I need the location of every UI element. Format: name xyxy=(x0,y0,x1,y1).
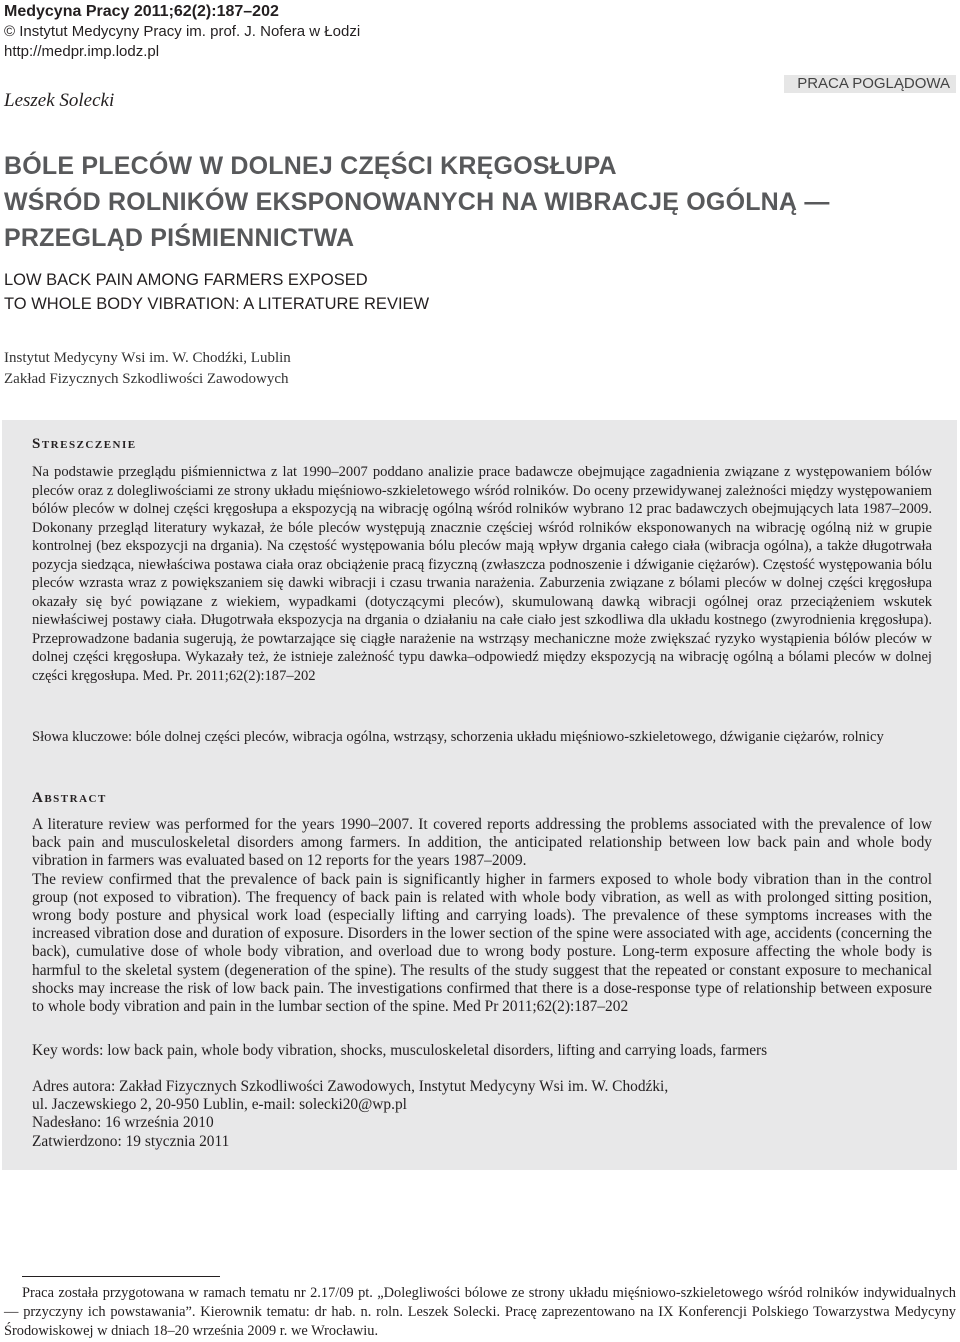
abstract-paragraph: A literature review was performed for the years 1990–2007. It covered reports addressing the problems associated with the prevalence of low back pain and musculoskeletal disorders among farmers. In addition, the anticipated relationship between low back pain and whole body vibration in farmers was evaluated based on 12 reports for the years 1987–2009. xyxy=(32,816,932,870)
streszczenie-text: Na podstawie przeglądu piśmiennictwa z lat 1990–2007 poddano analizie prace badawcze obejmujące zagadnienia związane z występowaniem bólów pleców oraz z dolegliwościami ze strony układu mięśniowo-szkieletowego wśród rolników. Do oceny przewidywanej zależności między występowaniem bólów pleców w dolnej części kręgosłupa a ekspozycją na wibrację ogólną wśród rolników wybrano 12 prac badawczych obejmujących lata 1987–2009. Dokonany przegląd literatury wykazał, że bóle pleców występują znacznie częściej wśród rolników eksponowanych na wibrację ogólną niż w grupie kontrolnej (bez ekspozycji na drgania). Na częstość występowania bólu pleców mają wpływ drgania całego ciała (wibracja ogólna), a także długotrwała pozycja siedząca, niewłaściwa postawa ciała oraz obciążenie pracą fizyczną (zwłaszcza podnoszenie i dźwiganie ciężarów). Częstość występowania bólu pleców wzrasta wraz z powiększaniem się dawki wibracji i czasu trwania narażenia. Zaburzenia związane z bólami pleców w dolnej części kręgosłupa okazały się być powiązane z wiekiem, wypadkami (dotyczącymi pleców), skumulowaną dawką wibracji ogólnej oraz przeciążeniem wskutek niewłaściwej postawy ciała. Długotrwała ekspozycja na drgania o działaniu na całe ciało jest szkodliwa dla układu kostnego (zwyrodnienia kręgosłupa). Przeprowadzone badania sugerują, że powtarzające się ciągłe narażenie na wstrząsy mechaniczne może zwiększać ryzyko wystąpienia bólów pleców w dolnej części kręgosłupa. Wykazały też, że istnieje zależność typu dawka–odpowiedź między ekspozycją na wibrację ogólną a bólami pleców w dolnej części kręgosłupa. Med. Pr. 2011;62(2):187–202 xyxy=(32,464,932,684)
title-polish-line: WŚRÓD ROLNIKÓW EKSPONOWANYCH NA WIBRACJĘ OGÓLNĄ — xyxy=(4,188,830,216)
journal-url[interactable]: http://medpr.imp.lodz.pl xyxy=(4,43,160,60)
abstract-heading: Abstract xyxy=(32,790,107,806)
journal-title: Medycyna Pracy 2011;62(2):187–202 xyxy=(4,3,279,20)
keywords-english: Key words: low back pain, whole body vibration, shocks, musculoskeletal disorders, lifting and carrying loads, farmers xyxy=(32,1042,768,1059)
title-english-line: TO WHOLE BODY VIBRATION: A LITERATURE REVIEW xyxy=(4,295,430,313)
title-polish-line: PRZEGLĄD PIŚMIENNICTWA xyxy=(4,224,355,252)
author-name: Leszek Solecki xyxy=(4,90,115,111)
title-english-line: LOW BACK PAIN AMONG FARMERS EXPOSED xyxy=(4,271,368,289)
article-type-badge: PRACA POGLĄDOWA xyxy=(784,75,956,93)
title-polish xyxy=(4,148,830,256)
affiliation-department: Zakład Fizycznych Szkodliwości Zawodowych xyxy=(4,371,289,387)
title-english xyxy=(4,268,429,316)
abstract-box xyxy=(2,420,957,1170)
footnote: Praca została przygotowana w ramach tematu nr 2.17/09 pt. „Dolegliwości bólowe ze strony układu mięśniowo-szkieletowego wśród rolników indywidualnych — przyczyny ich powstawania”. Kierownik tematu: dr hab. n. roln. Leszek Solecki. Pracę zaprezentowano na IX Konferencji Polskiego Towarzystwa Medycyny Środowiskowej w dniach 18–20 września 2009 r. we Wrocławiu. xyxy=(4,1285,956,1339)
streszczenie-heading: Streszczenie xyxy=(32,436,137,452)
received-date: Nadesłano: 16 września 2010 xyxy=(32,1114,214,1132)
keywords-polish: Słowa kluczowe: bóle dolnej części pleców, wibracja ogólna, wstrząsy, schorzenia układu mięśniowo-szkieletowego, dźwiganie ciężarów, rolnicy xyxy=(32,729,884,745)
author-address-street: ul. Jaczewskiego 2, 20-950 Lublin, e-mail: solecki20@wp.pl xyxy=(32,1096,407,1114)
title-polish-line: BÓLE PLECÓW W DOLNEJ CZĘŚCI KRĘGOSŁUPA xyxy=(4,152,617,180)
abstract-text xyxy=(32,816,932,1016)
accepted-date: Zatwierdzono: 19 stycznia 2011 xyxy=(32,1132,230,1150)
affiliation-institute: Instytut Medycyny Wsi im. W. Chodźki, Lublin xyxy=(4,350,291,366)
abstract-paragraph: The review confirmed that the prevalence of back pain is significantly higher in farmers exposed to whole body vibration than in the control group (not exposed to vibration). The frequency of back pain is related with whole body vibration, as well as with prolonged sitting position, wrong body posture and physical work load (especially lifting and carrying loads). The prevalence of these symptoms increases with the increased vibration dose and duration of exposure. Disorders in the lower section of the spine were associated with age, accidents (concerning the back), cumulative dose of whole body vibration, and overload due to wrong body posture. Long-term exposure affecting the whole body is harmful to the skeletal system (degeneration of the spine). The results of the study suggest that the repeated or constant exposure to mechanical shocks may increase the risk of low back pain. The investigations confirmed that there is a dose-response type of relationship between exposure to whole body vibration and pain in the lumbar section of the spine. Med Pr 2011;62(2):187–202 xyxy=(32,870,932,1016)
affiliation xyxy=(4,348,291,390)
correspondence xyxy=(32,1078,932,1151)
journal-header xyxy=(4,2,360,62)
author-address: Adres autora: Zakład Fizycznych Szkodliwości Zawodowych, Instytut Medycyny Wsi im. W. Chodźki, xyxy=(32,1078,669,1095)
journal-copyright: © Instytut Medycyny Pracy im. prof. J. Nofera w Łodzi xyxy=(4,23,361,40)
footnote-divider xyxy=(22,1276,220,1277)
